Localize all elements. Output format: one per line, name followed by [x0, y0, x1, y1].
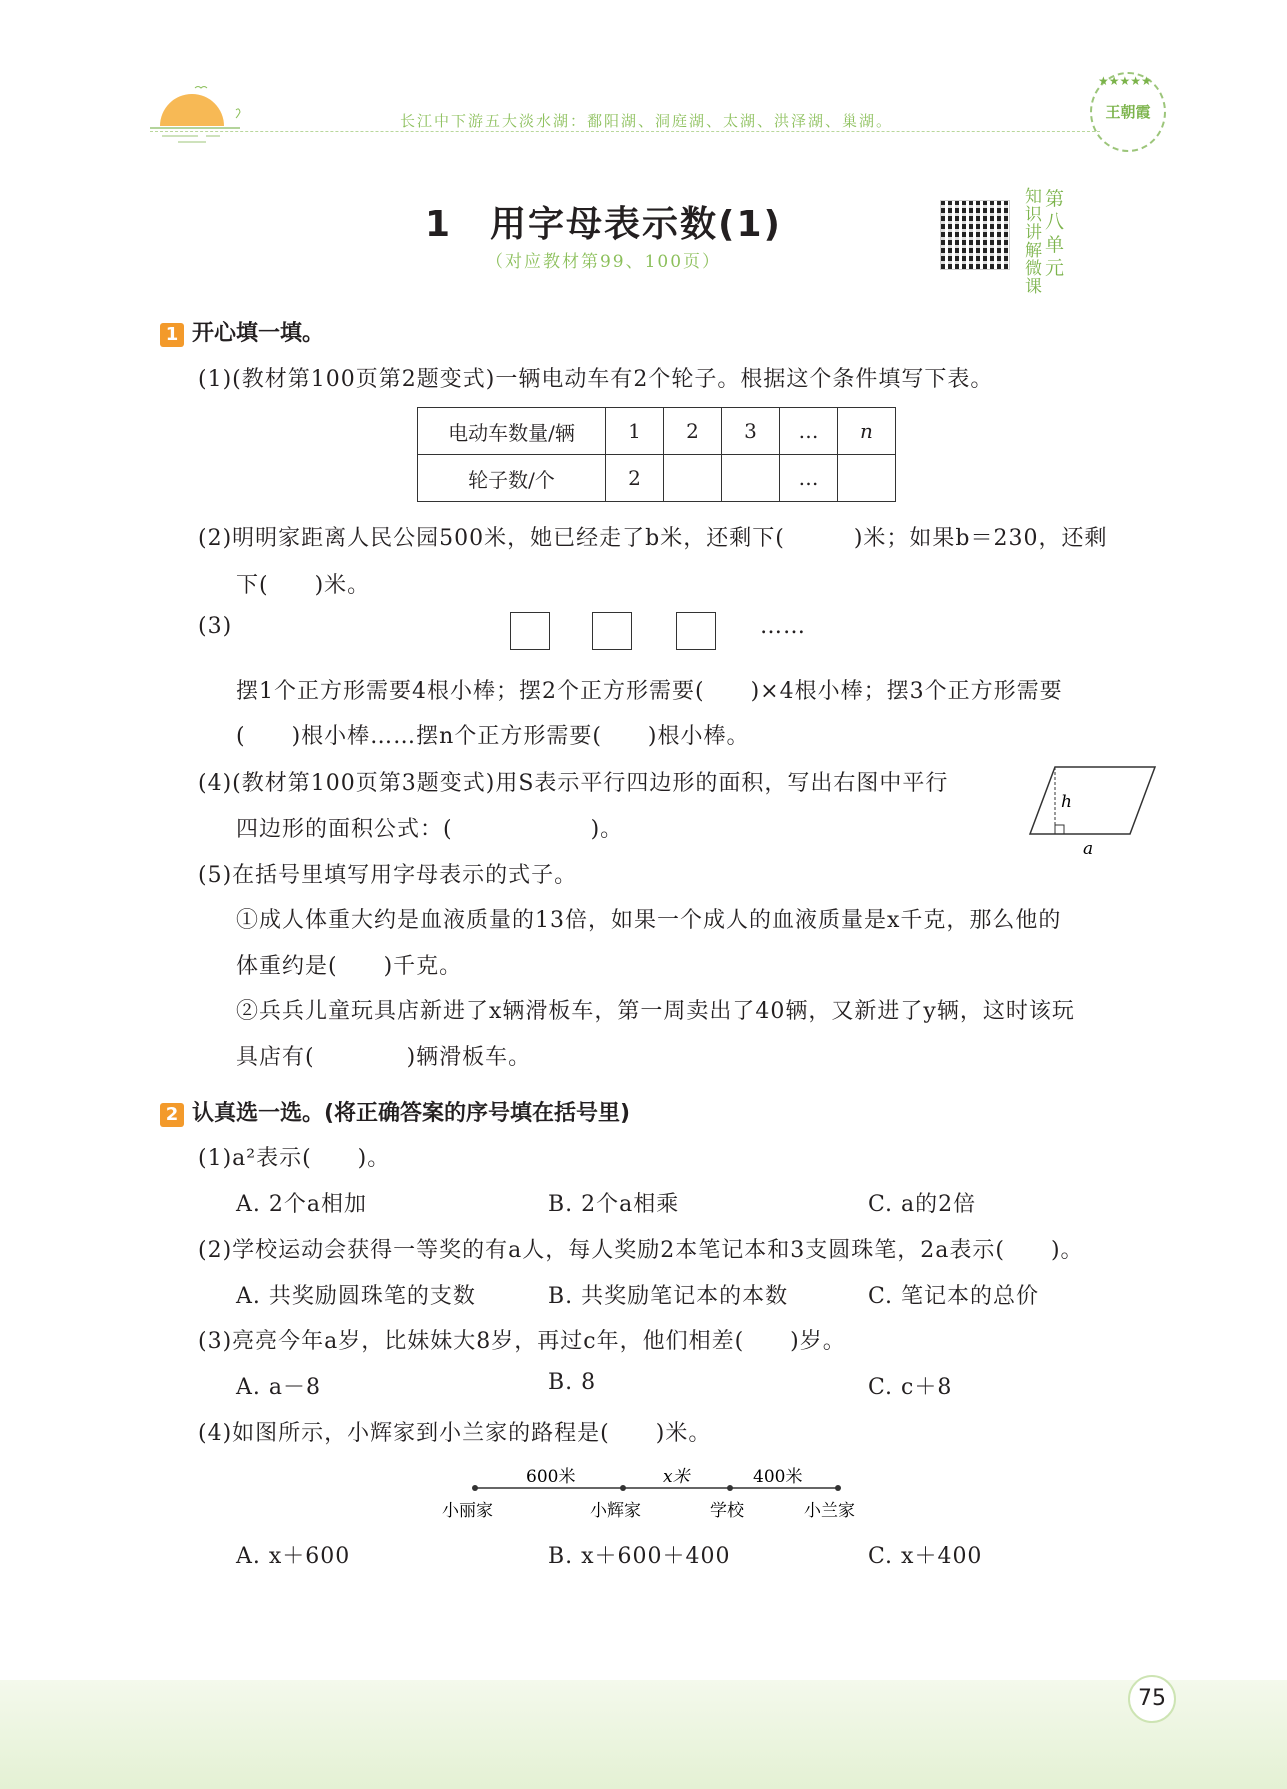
- question-1-3-text: 摆1个正方形需要4根小棒；摆2个正方形需要( )×4根小棒；摆3个正方形需要: [236, 679, 1063, 704]
- header-divider: [150, 131, 1100, 132]
- option-a[interactable]: A. x＋600: [236, 1544, 351, 1569]
- base-label: a: [1083, 839, 1094, 857]
- question-1-3-cont: ( )根小棒……摆n个正方形需要( )根小棒。: [236, 724, 750, 749]
- footer-band: [0, 1680, 1287, 1789]
- question-2-3: (3)亮亮今年a岁，比妹妹大8岁，再过c年，他们相差( )岁。: [198, 1329, 846, 1354]
- ellipsis: ……: [760, 614, 806, 639]
- page-title: 1 用字母表示数(1): [424, 204, 782, 245]
- option-c[interactable]: C. x＋400: [868, 1544, 983, 1569]
- option-a[interactable]: A. a－8: [236, 1375, 321, 1400]
- question-1-2: (2)明明家距离人民公园500米，她已经走了b米，还剩下( )米；如果b＝230，还剩: [198, 526, 1108, 551]
- option-a[interactable]: A. 共奖励圆珠笔的支数: [236, 1284, 476, 1309]
- question-1-5-2: ②兵兵儿童玩具店新进了x辆滑板车，第一周卖出了40辆，又新进了y辆，这时该玩: [236, 999, 1075, 1024]
- question-1-5-1: ①成人体重大约是血液质量的13倍，如果一个成人的血液质量是x千克，那么他的: [236, 908, 1062, 933]
- question-1-4-cont: 四边形的面积公式：( )。: [236, 817, 624, 842]
- section1-heading: 1 开心填一填。: [160, 316, 324, 347]
- section2-heading: 2 认真选一选。(将正确答案的序号填在括号里): [160, 1096, 630, 1127]
- question-1-3: (3): [198, 614, 233, 639]
- wheel-table: [417, 407, 896, 502]
- option-b[interactable]: B. 2个a相乘: [548, 1192, 680, 1217]
- place-label: 学校: [710, 1501, 744, 1521]
- question-1-5-1-cont: 体重约是( )千克。: [236, 954, 463, 979]
- question-1-5: (5)在括号里填写用字母表示的式子。: [198, 863, 578, 888]
- stars-icon: ★★★★★: [1098, 74, 1152, 88]
- unit-label: 第八单元: [1045, 188, 1065, 279]
- option-b[interactable]: B. x＋600＋400: [548, 1544, 731, 1569]
- parallelogram-figure: [1025, 762, 1165, 857]
- segment-label: x米: [663, 1467, 690, 1487]
- height-label: h: [1061, 792, 1072, 812]
- table-row: 电动车数量/辆 1 2 3 … n: [418, 408, 896, 455]
- place-label: 小辉家: [590, 1501, 641, 1521]
- square-figure: [592, 612, 632, 650]
- question-1-5-2-cont: 具店有( )辆滑板车。: [236, 1045, 532, 1070]
- answer-cell[interactable]: [838, 455, 896, 502]
- table-row: 轮子数/个 2 …: [418, 455, 896, 502]
- qr-code[interactable]: [940, 200, 1010, 270]
- qr-label: 知识讲解微课: [1025, 187, 1042, 297]
- question-1-4: (4)(教材第100页第3题变式)用S表示平行四边形的面积，写出右图中平行: [198, 771, 949, 796]
- option-a[interactable]: A. 2个a相加: [236, 1192, 367, 1217]
- option-b[interactable]: B. 共奖励笔记本的本数: [548, 1284, 789, 1309]
- sunset-icon: [150, 80, 250, 150]
- option-b[interactable]: B. 8: [548, 1370, 597, 1395]
- header-fact: 长江中下游五大淡水湖：鄱阳湖、洞庭湖、太湖、洪泽湖、巢湖。: [400, 112, 894, 130]
- question-1-1: (1)(教材第100页第2题变式)一辆电动车有2个轮子。根据这个条件填写下表。: [198, 367, 994, 392]
- segment-label: 400米: [753, 1467, 803, 1487]
- option-c[interactable]: C. 笔记本的总价: [868, 1284, 1040, 1309]
- question-2-2: (2)学校运动会获得一等奖的有a人，每人奖励2本笔记本和3支圆珠笔，2a表示( )。: [198, 1238, 1084, 1263]
- page-number: 75: [1128, 1675, 1176, 1723]
- place-label: 小丽家: [442, 1501, 493, 1521]
- answer-cell[interactable]: [664, 455, 722, 502]
- answer-cell[interactable]: [722, 455, 780, 502]
- segment-label: 600米: [526, 1467, 576, 1487]
- square-figure: [676, 612, 716, 650]
- brand-logo: 王朝霞: [1090, 72, 1166, 152]
- question-2-1: (1)a²表示( )。: [198, 1146, 391, 1171]
- question-1-2-cont: 下( )米。: [236, 573, 371, 598]
- question-2-4: (4)如图所示，小辉家到小兰家的路程是( )米。: [198, 1421, 712, 1446]
- place-label: 小兰家: [804, 1501, 855, 1521]
- route-diagram: [430, 1458, 870, 1530]
- option-c[interactable]: C. c＋8: [868, 1375, 953, 1400]
- page-subtitle: （对应教材第99、100页）: [485, 252, 722, 272]
- square-figure: [510, 612, 550, 650]
- option-c[interactable]: C. a的2倍: [868, 1192, 977, 1217]
